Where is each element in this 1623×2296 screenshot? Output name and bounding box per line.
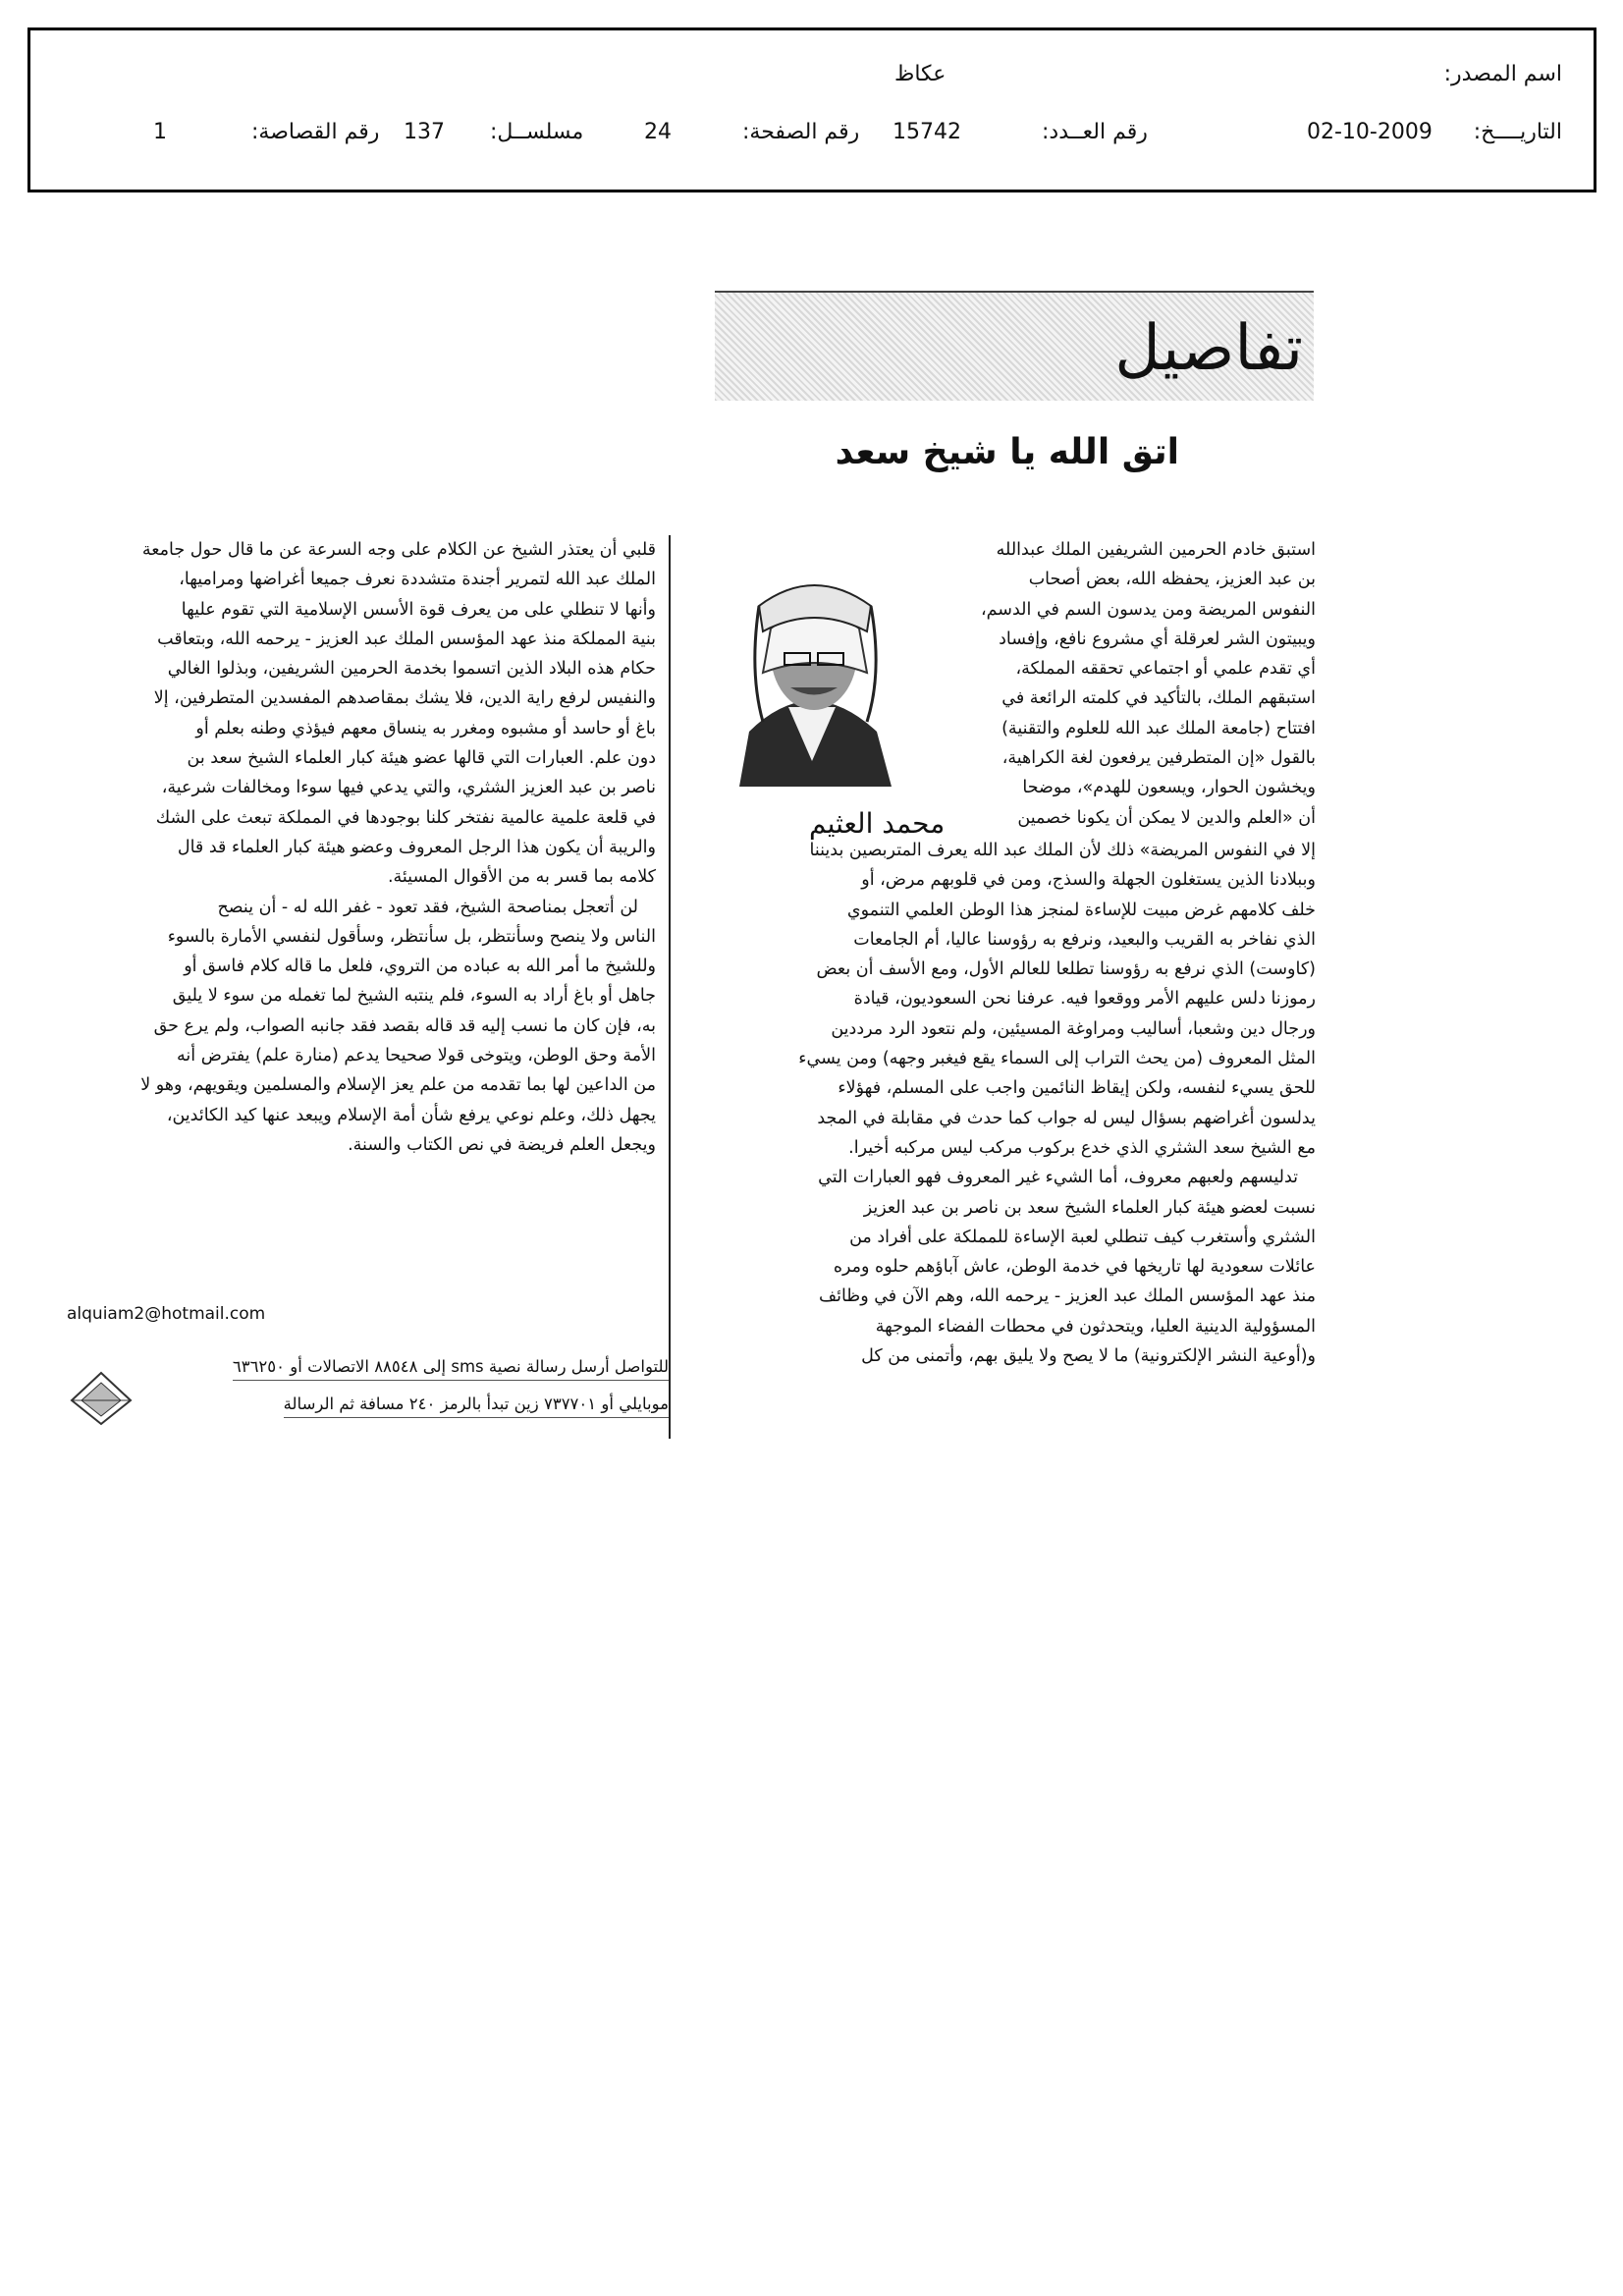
text-line: إلا في النفوس المريضة» ذلك لأن الملك عبد الله يعرف المتربصين بديننا [809, 841, 1316, 860]
text-line: دون علم. العبارات التي قالها عضو هيئة كبار العلماء الشيخ سعد بن [187, 748, 656, 769]
text-line: ورجال دين وشعبا، أساليب ومراوغة المسيئين، ولم نتعود الرد مرددين [831, 1018, 1316, 1039]
author-photo [720, 535, 904, 787]
date-value: 02-10-2009 [1307, 120, 1433, 144]
text-line: بن عبد العزيز، يحفظه الله، بعض أصحاب [1028, 570, 1316, 590]
source-label: اسم المصدر: [1443, 62, 1562, 86]
serial-label: مسلســل: [490, 120, 584, 144]
text-line: ويخشون الحوار، ويسعون للهدم»، موضحا [1022, 778, 1316, 798]
serial-value: 137 [404, 120, 445, 144]
text-line: أي تقدم علمي أو اجتماعي تحققه المملكة، [1015, 659, 1316, 680]
author-email: alquiam2@hotmail.com [67, 1304, 266, 1324]
text-line: حكام هذه البلاد الذين اتسموا بخدمة الحرمين الشريفين، وبذلوا الغالي [167, 659, 656, 680]
text-line: المثل المعروف (من يحث التراب إلى السماء يقع فيغبر وجهه) ومن يسيء [798, 1049, 1316, 1069]
text-line: باغ أو حاسد أو مشبوه ومغرر به ينساق معهم فيؤذي وطنه بعلم أو [195, 718, 656, 738]
page-label: رقم الصفحة: [742, 120, 860, 144]
text-line: الملك عبد الله لتمرير أجندة متشددة نعرف جميعا أغراضها ومراميها، [179, 570, 656, 590]
metadata-header [27, 27, 1596, 192]
section-title: تفاصيل [1114, 312, 1303, 385]
text-line: منذ عهد المؤسس الملك عبد العزيز - يرحمه الله، وهم الآن في وظائف [818, 1286, 1316, 1307]
text-line: وأنها لا تنطلي على من يعرف قوة الأسس الإسلامية التي تقوم عليها [181, 599, 656, 620]
text-line: الشثري وأستغرب كيف تنطلي لعبة الإساءة للمملكة على أفراد من [849, 1227, 1316, 1247]
text-line: والريبة أن يكون هذا الرجل المعروف وعضو هيئة كبار العلماء قد قال [177, 837, 656, 857]
text-line: بنية المملكة منذ عهد المؤسس الملك عبد العزيز - يرحمه الله، وبتعاقب [157, 629, 656, 649]
text-line: تدليسهم ولعبهم معروف، أما الشيء غير المعروف فهو العبارات التي [818, 1168, 1298, 1188]
author-name: محمد العثيم [809, 807, 946, 840]
text-line: الذي نفاخر به القريب والبعيد، ونرفع به رؤوسنا عاليا، أم الجامعات [853, 929, 1316, 950]
clip-label: رقم القصاصة: [251, 120, 380, 144]
contact-line-2: موبايلي أو ٧٣٧٧٠١ زين تبدأ بالرمز ٢٤٠ مسافة ثم الرسالة [284, 1394, 669, 1418]
text-line: النفوس المريضة ومن يدسون السم في الدسم، [980, 599, 1316, 620]
text-line: أن «العلم والدين لا يمكن أن يكونا خصمين [1017, 807, 1316, 828]
text-line: للحق يسيء لنفسه، ولكن إيقاظ النائمين واجب على المسلم، فهؤلاء [838, 1078, 1316, 1099]
article-headline: اتق الله يا شيخ سعد [835, 432, 1179, 472]
right-column-body [687, 836, 1316, 1371]
clip-value: 1 [153, 120, 167, 144]
left-column [67, 535, 656, 1160]
text-line: قلبي أن يعتذر الشيخ عن الكلام على وجه السرعة عن ما قال حول جامعة [141, 540, 656, 560]
text-line: رموزنا دلس عليهم الأمر ووقعوا فيه. عرفنا نحن السعوديون، قيادة [853, 989, 1316, 1010]
text-line: و(أوعية النشر الإلكترونية) ما لا يصح ولا يليق بهم، وأتمنى من كل [861, 1346, 1316, 1367]
text-line: افتتاح (جامعة الملك عبد الله للعلوم والتقنية) [1001, 718, 1316, 738]
text-line: الأمة وحق الوطن، ويتوخى قولا صحيحا يدعم (منارة علم) يفترض أنه [177, 1046, 656, 1066]
text-line: ناصر بن عبد العزيز الشثري، والتي يدعي فيها سوءا ومخالفات شرعية، [161, 778, 656, 798]
issue-label: رقم العــدد: [1042, 120, 1148, 144]
text-line: والنفيس لرفع راية الدين، فلا يشك بمقاصدهم المفسدين المتطرفين، إلا [153, 688, 656, 709]
text-line: ويبيتون الشر لعرقلة أي مشروع نافع، وإفساد [999, 629, 1316, 649]
text-line: ويجعل العلم فريضة في نص الكتاب والسنة. [348, 1134, 656, 1155]
page-value: 24 [644, 120, 672, 144]
text-line: مع الشيخ سعد الشثري الذي خدع بركوب مركب ليس مركبه أخيرا. [848, 1137, 1316, 1158]
sms-icon [67, 1361, 135, 1430]
text-line: عائلات سعودية لها تاريخها في خدمة الوطن، عاش آباؤهم حلوه ومره [833, 1257, 1316, 1278]
text-line: وللشيخ ما أمر الله به عباده من التروي، فلعل ما قاله كلام فاسق أو [184, 957, 656, 977]
text-line: به، فإن كان ما نسب إليه قد قاله بقصد فقد جانبه الصواب، ولم يرع حق [153, 1015, 656, 1036]
text-line: يجهل ذلك، وعلم نوعي يرفع شأن أمة الإسلام ويبعد عنها كيد الكائدين، [166, 1105, 656, 1125]
text-line: نسبت لعضو هيئة كبار العلماء الشيخ سعد بن ناصر بن عبد العزيز [863, 1197, 1316, 1218]
right-column-top [911, 535, 1316, 833]
contact-box [67, 1355, 669, 1436]
column-divider [669, 535, 671, 1439]
text-line: استبقهم الملك، بالتأكيد في كلمته الرائعة في [1001, 688, 1316, 709]
banner-top-rule [715, 291, 1314, 293]
text-line: وببلادنا الذين يستغلون الجهلة والسذج، ومن في قلوبهم مرض، أو [861, 870, 1316, 891]
text-line: في قلعة علمية عالمية نفتخر كلنا بوجودها في المملكة تبعث على الشك [155, 807, 656, 828]
source-value: عكاظ [894, 62, 947, 86]
text-line: (كاوست) الذي نرفع به رؤوسنا تطلعا للعالم الأول، ومع الأسف أن بعض [816, 959, 1316, 980]
issue-value: 15742 [893, 120, 961, 144]
contact-line-1: للتواصل أرسل رسالة نصية sms إلى ٨٨٥٤٨ الاتصالات أو ٦٣٦٢٥٠ [233, 1357, 669, 1381]
text-line: جاهل أو باغ أراد به السوء، فلم ينتبه الشيخ لما تغمله من سوء لا يليق [172, 986, 656, 1007]
text-line: استبق خادم الحرمين الشريفين الملك عبدالله [996, 540, 1316, 560]
text-line: المسؤولية الدينية العليا، ويتحدثون في محطات الفضاء الموجهة [875, 1316, 1316, 1337]
text-line: يدلسون أغراضهم بسؤال ليس له جواب كما حدث في مقابلة في المجد [817, 1108, 1316, 1128]
text-line: لن أتعجل بمناصحة الشيخ، فقد تعود - غفر الله له - أن ينصح [217, 897, 638, 917]
text-line: بالقول «إن المتطرفين يرفعون لغة الكراهية، [1001, 748, 1316, 769]
text-line: من الداعين لها بما تقدمه من علم يعز الإسلام والمسلمين ويقويهم، وهو لا [140, 1075, 656, 1096]
text-line: كلامه بما قسر به من الأقوال المسيئة. [387, 867, 656, 888]
text-line: الناس ولا ينصح وسأنتظر، بل سأنتظر، وسأقول لنفسي الأمارة بالسوء [167, 926, 656, 947]
date-label: التاريــــخ: [1473, 120, 1562, 144]
text-line: خلف كلامهم غرض مبيت للإساءة لمنجز هذا الوطن العلمي التنموي [846, 900, 1316, 920]
